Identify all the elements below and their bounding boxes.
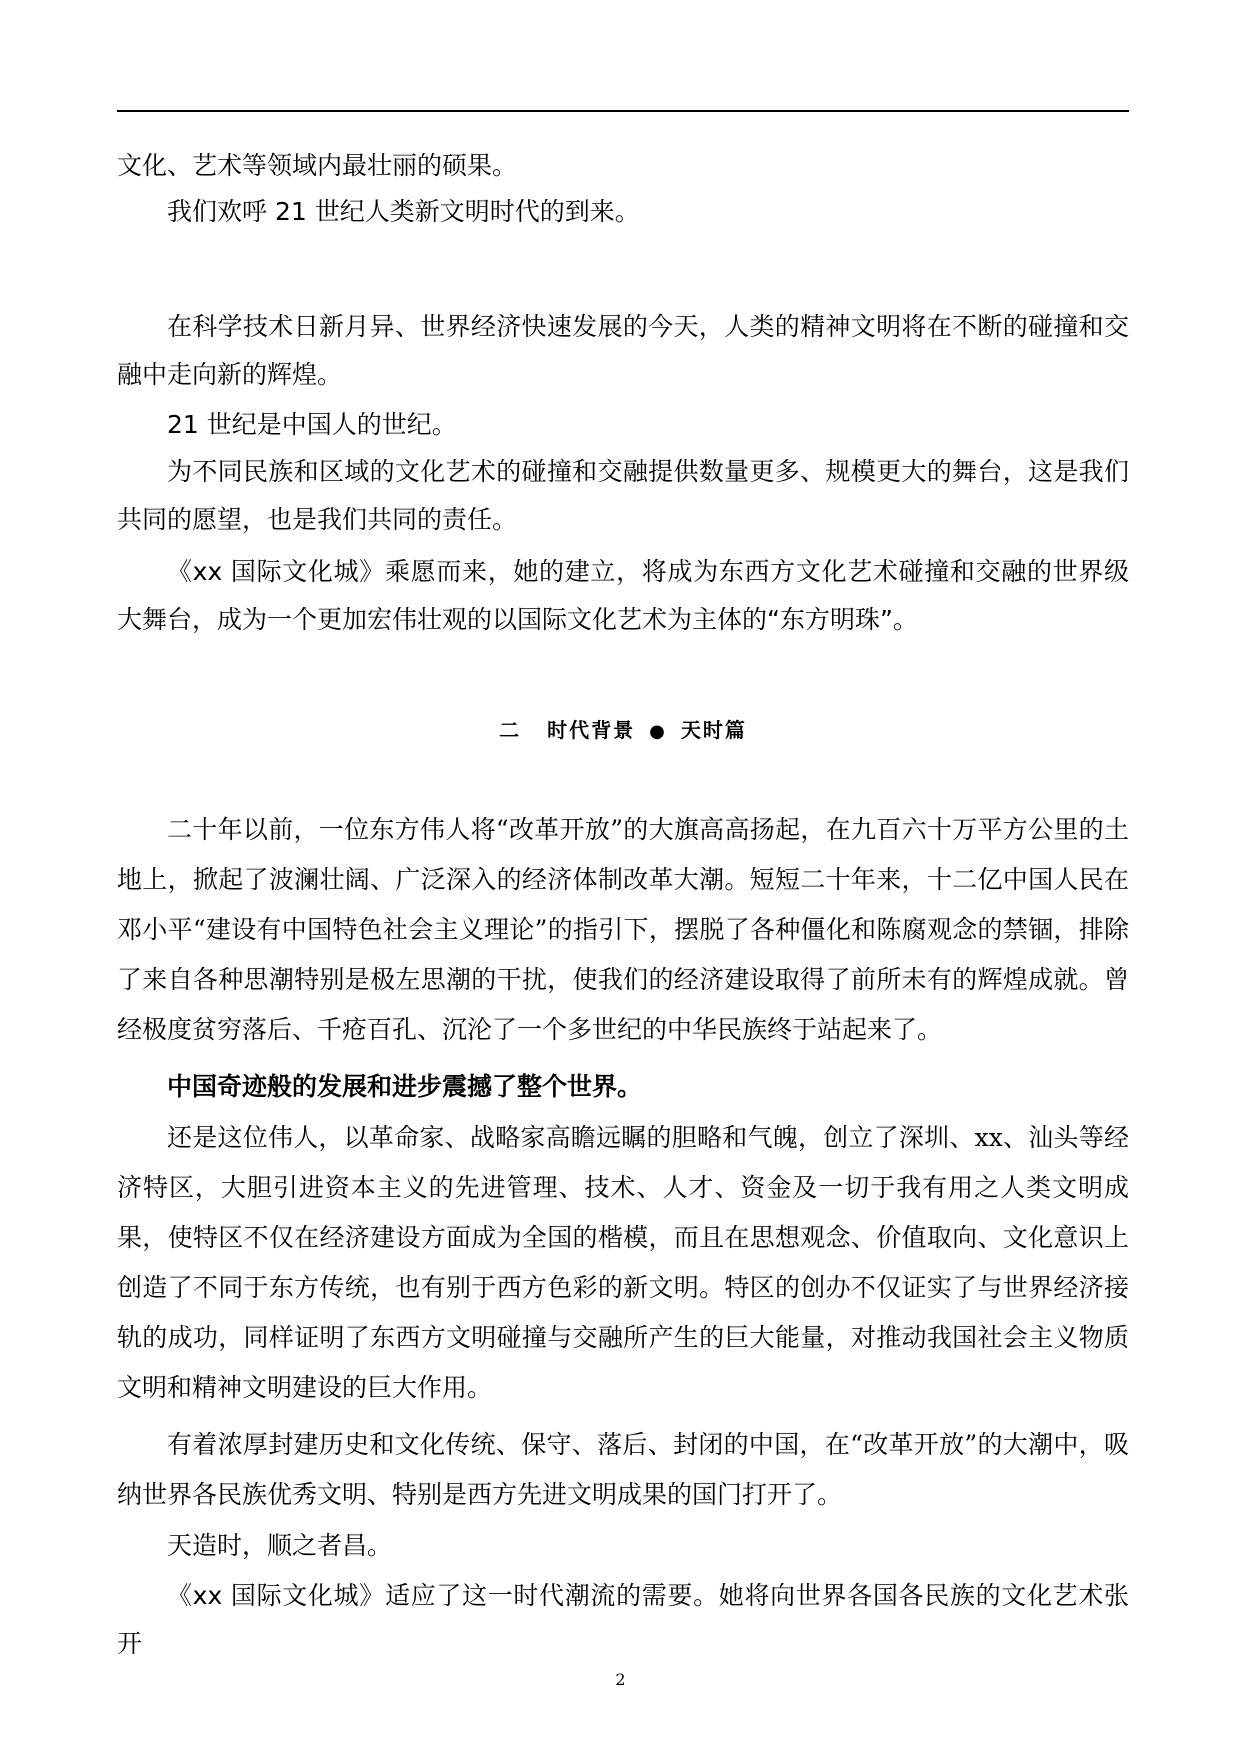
paragraph-10: 有着浓厚封建历史和文化传统、保守、落后、封闭的中国，在“改革开放”的大潮中，吸纳世界各民族优秀文明、特别是西方先进文明成果的国门打开了。 <box>117 1430 1129 1509</box>
section-title: 时代背景 <box>547 718 636 742</box>
paragraph-9: 还是这位伟人，以革命家、战略家高瞻远瞩的胆略和气魄，创立了深圳、xx、汕头等经济特区，大胆引进资本主义的先进管理、技术、人才、资金及一切于我有用之人类文明成果，使特区不仅在经济建设方面成为全国的楷模，而且在思想观念、价值取向、文化意识上创造了不同于东方传统，也有别于西方色彩的新文明。特区的创办不仅证实了与世界经济接轨的成功，同样证明了东西方文明碰撞与交融所产生的巨大能量，对推动我国社会主义物质文明和精神文明建设的巨大作用。 <box>117 1123 1129 1402</box>
section-heading <box>117 715 1129 745</box>
section-number: 二 <box>499 718 522 742</box>
paragraph-1: 文化、艺术等领域内最壮丽的硕果。 <box>117 151 518 180</box>
paragraph-3: 在科学技术日新月异、世界经济快速发展的今天，人类的精神文明将在不断的碰撞和交融中走向新的辉煌。 <box>117 312 1129 389</box>
paragraph-11: 天造时，顺之者昌。 <box>167 1531 393 1560</box>
paragraph-7: 二十年以前，一位东方伟人将“改革开放”的大旗高高扬起，在九百六十万平方公里的土地上，掀起了波澜壮阔、广泛深入的经济体制改革大潮。短短二十年来，十二亿中国人民在邓小平“建设有中国特色社会主义理论”的指引下，摆脱了各种僵化和陈腐观念的禁锢，排除了来自各种思潮特别是极左思潮的干扰，使我们的经济建设取得了前所未有的辉煌成就。曾经极度贫穷落后、千疮百孔、沉沦了一个多世纪的中华民族终于站起来了。 <box>117 815 1129 1044</box>
section-subtitle: 天时篇 <box>680 718 747 742</box>
paragraph-2: 我们欢呼 21 世纪人类新文明时代的到来。 <box>167 197 640 226</box>
paragraph-5: 为不同民族和区域的文化艺术的碰撞和交融提供数量更多、规模更大的舞台，这是我们共同的愿望，也是我们共同的责任。 <box>117 457 1129 534</box>
header-rule <box>117 110 1129 112</box>
paragraph-8: 中国奇迹般的发展和进步震撼了整个世界。 <box>167 1072 643 1101</box>
paragraph-12: 《xx 国际文化城》适应了这一时代潮流的需要。她将向世界各国各民族的文化艺术张开 <box>117 1581 1129 1658</box>
paragraph-4: 21 世纪是中国人的世纪。 <box>167 410 457 439</box>
bullet-icon: ● <box>649 721 667 742</box>
paragraph-6: 《xx 国际文化城》乘愿而来，她的建立，将成为东西方文化艺术碰撞和交融的世界级大舞台，成为一个更加宏伟壮观的以国际文化艺术为主体的“东方明珠”。 <box>117 557 1129 634</box>
page-number: 2 <box>615 1670 626 1689</box>
